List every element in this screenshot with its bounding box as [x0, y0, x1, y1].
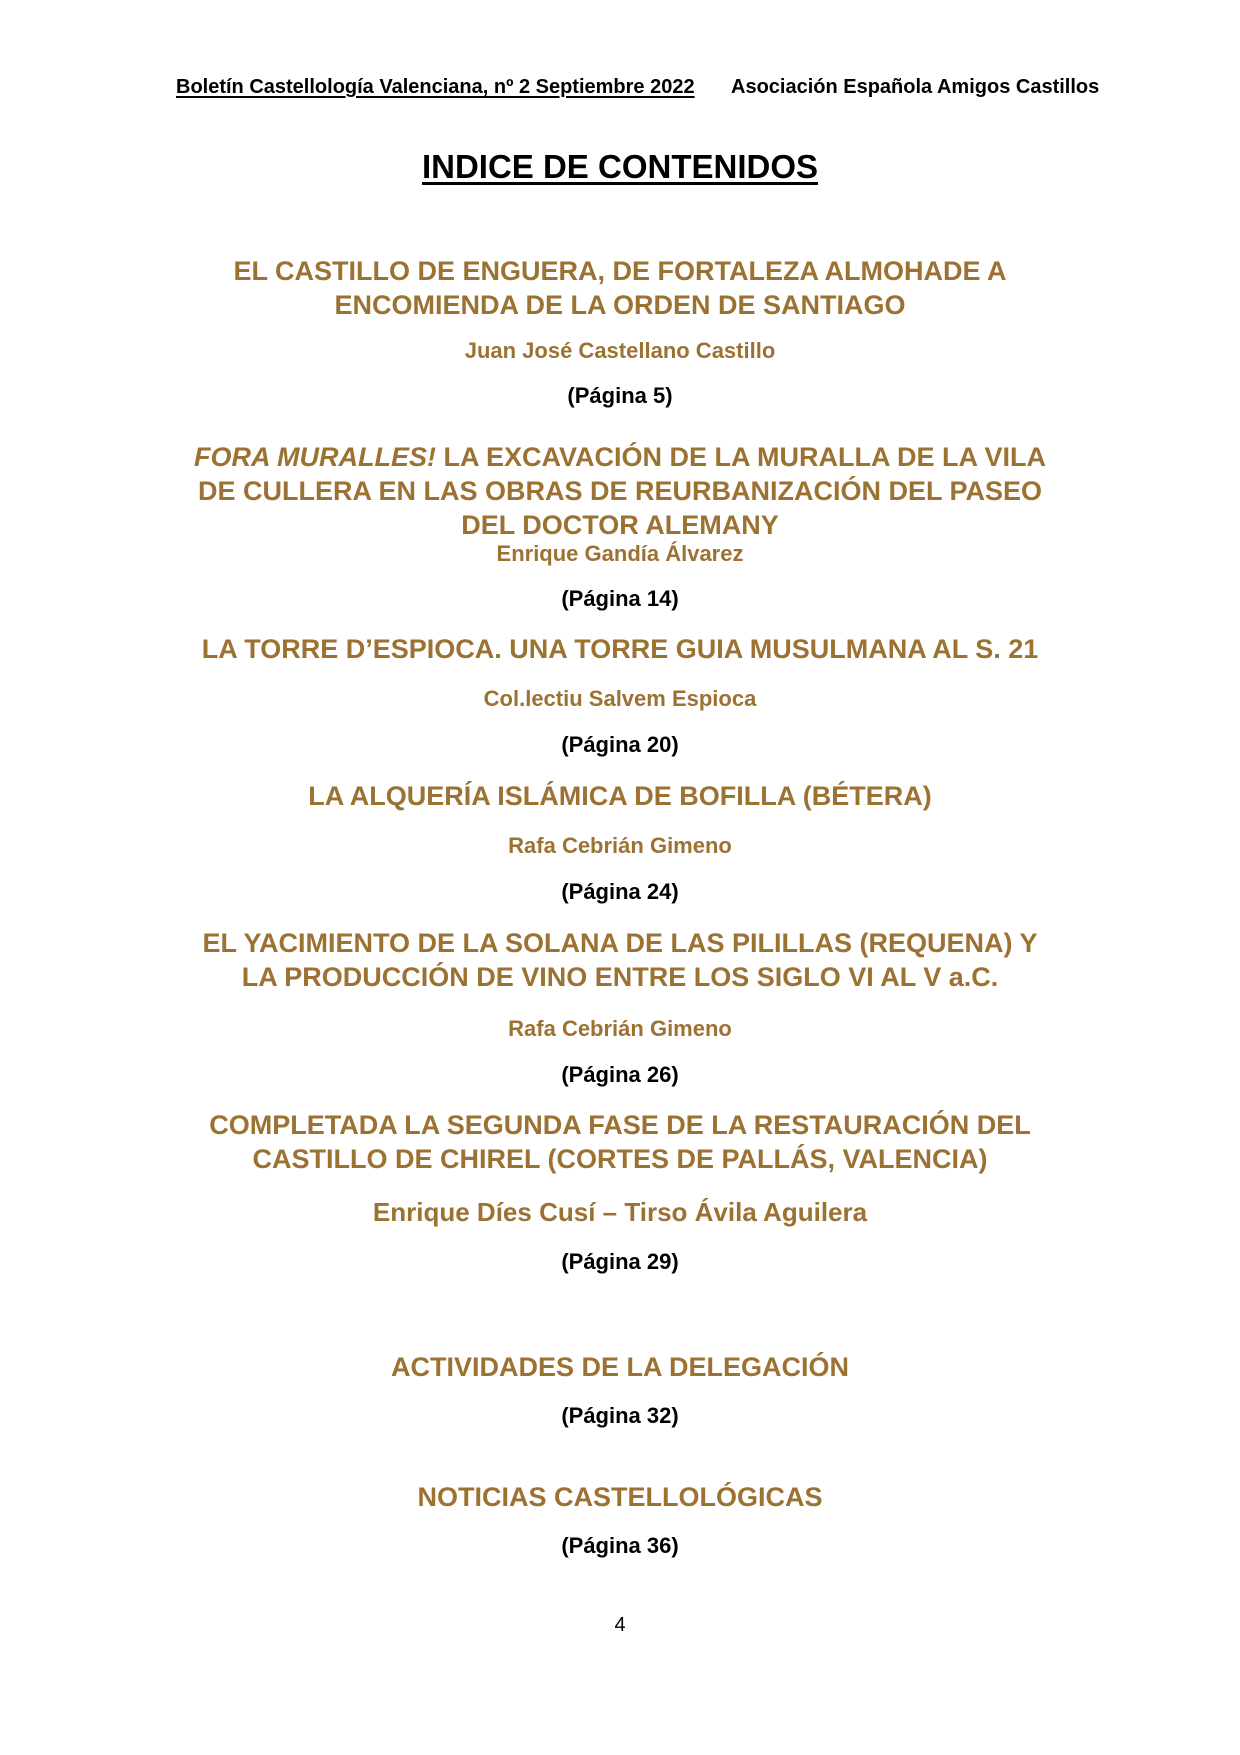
entry-page: (Página 5): [567, 383, 673, 408]
toc-entry: [160, 926, 1080, 994]
entry-page: (Página 36): [561, 1533, 679, 1558]
page-number: 4: [614, 1614, 626, 1636]
entry-author: Col.lectiu Salvem Espioca: [483, 686, 757, 711]
header-right: Asociación Española Amigos Castillos: [731, 76, 1100, 98]
running-header: [176, 76, 1100, 99]
entry-page: (Página 26): [561, 1062, 679, 1087]
entry-page: (Página 14): [561, 586, 679, 611]
entry-page: (Página 20): [561, 732, 679, 757]
entry-title: FORA MURALLES! LA EXCAVACIÓN DE LA MURALLA DE LA VILA DE CULLERA EN LAS OBRAS DE REURBANIZACIÓN DEL PASEO DEL DOCTOR ALEMANY: [194, 442, 1046, 540]
toc-entry: [160, 779, 1080, 813]
page-title: INDICE DE CONTENIDOS: [421, 148, 819, 185]
entry-page: (Página 24): [561, 879, 679, 904]
entry-author: Enrique Gandía Álvarez: [496, 541, 744, 566]
entry-author: Juan José Castellano Castillo: [464, 338, 776, 363]
entry-title: LA ALQUERÍA ISLÁMICA DE BOFILLA (BÉTERA): [308, 781, 932, 811]
entry-title: NOTICIAS CASTELLOLÓGICAS: [417, 1482, 823, 1512]
entry-title: ACTIVIDADES DE LA DELEGACIÓN: [390, 1352, 850, 1382]
entry-author: Rafa Cebrián Gimeno: [508, 1016, 732, 1041]
toc-entry: [160, 440, 1080, 542]
header-left: Boletín Castellología Valenciana, nº 2 Septiembre 2022: [176, 76, 695, 98]
entry-title: LA TORRE D’ESPIOCA. UNA TORRE GUIA MUSULMANA AL S. 21: [201, 634, 1039, 664]
entry-author: Enrique Díes Cusí – Tirso Ávila Aguilera: [372, 1197, 868, 1227]
toc-entry: [160, 1480, 1080, 1514]
entry-title: EL CASTILLO DE ENGUERA, DE FORTALEZA ALMOHADE A ENCOMIENDA DE LA ORDEN DE SANTIAGO: [233, 256, 1007, 320]
entry-page: (Página 29): [561, 1249, 679, 1274]
entry-title: COMPLETADA LA SEGUNDA FASE DE LA RESTAURACIÓN DEL CASTILLO DE CHIREL (CORTES DE PALLÁS, VALENCIA): [209, 1110, 1031, 1174]
entry-author: Rafa Cebrián Gimeno: [508, 833, 732, 858]
toc-entry: [160, 254, 1080, 322]
toc-entry: [160, 632, 1080, 666]
toc-entry: [160, 1350, 1080, 1384]
entry-title: EL YACIMIENTO DE LA SOLANA DE LAS PILILLAS (REQUENA) Y LA PRODUCCIÓN DE VINO ENTRE LOS SIGLO VI AL V a.C.: [202, 928, 1038, 992]
entry-page: (Página 32): [561, 1403, 679, 1428]
toc-entry: [160, 1108, 1080, 1176]
